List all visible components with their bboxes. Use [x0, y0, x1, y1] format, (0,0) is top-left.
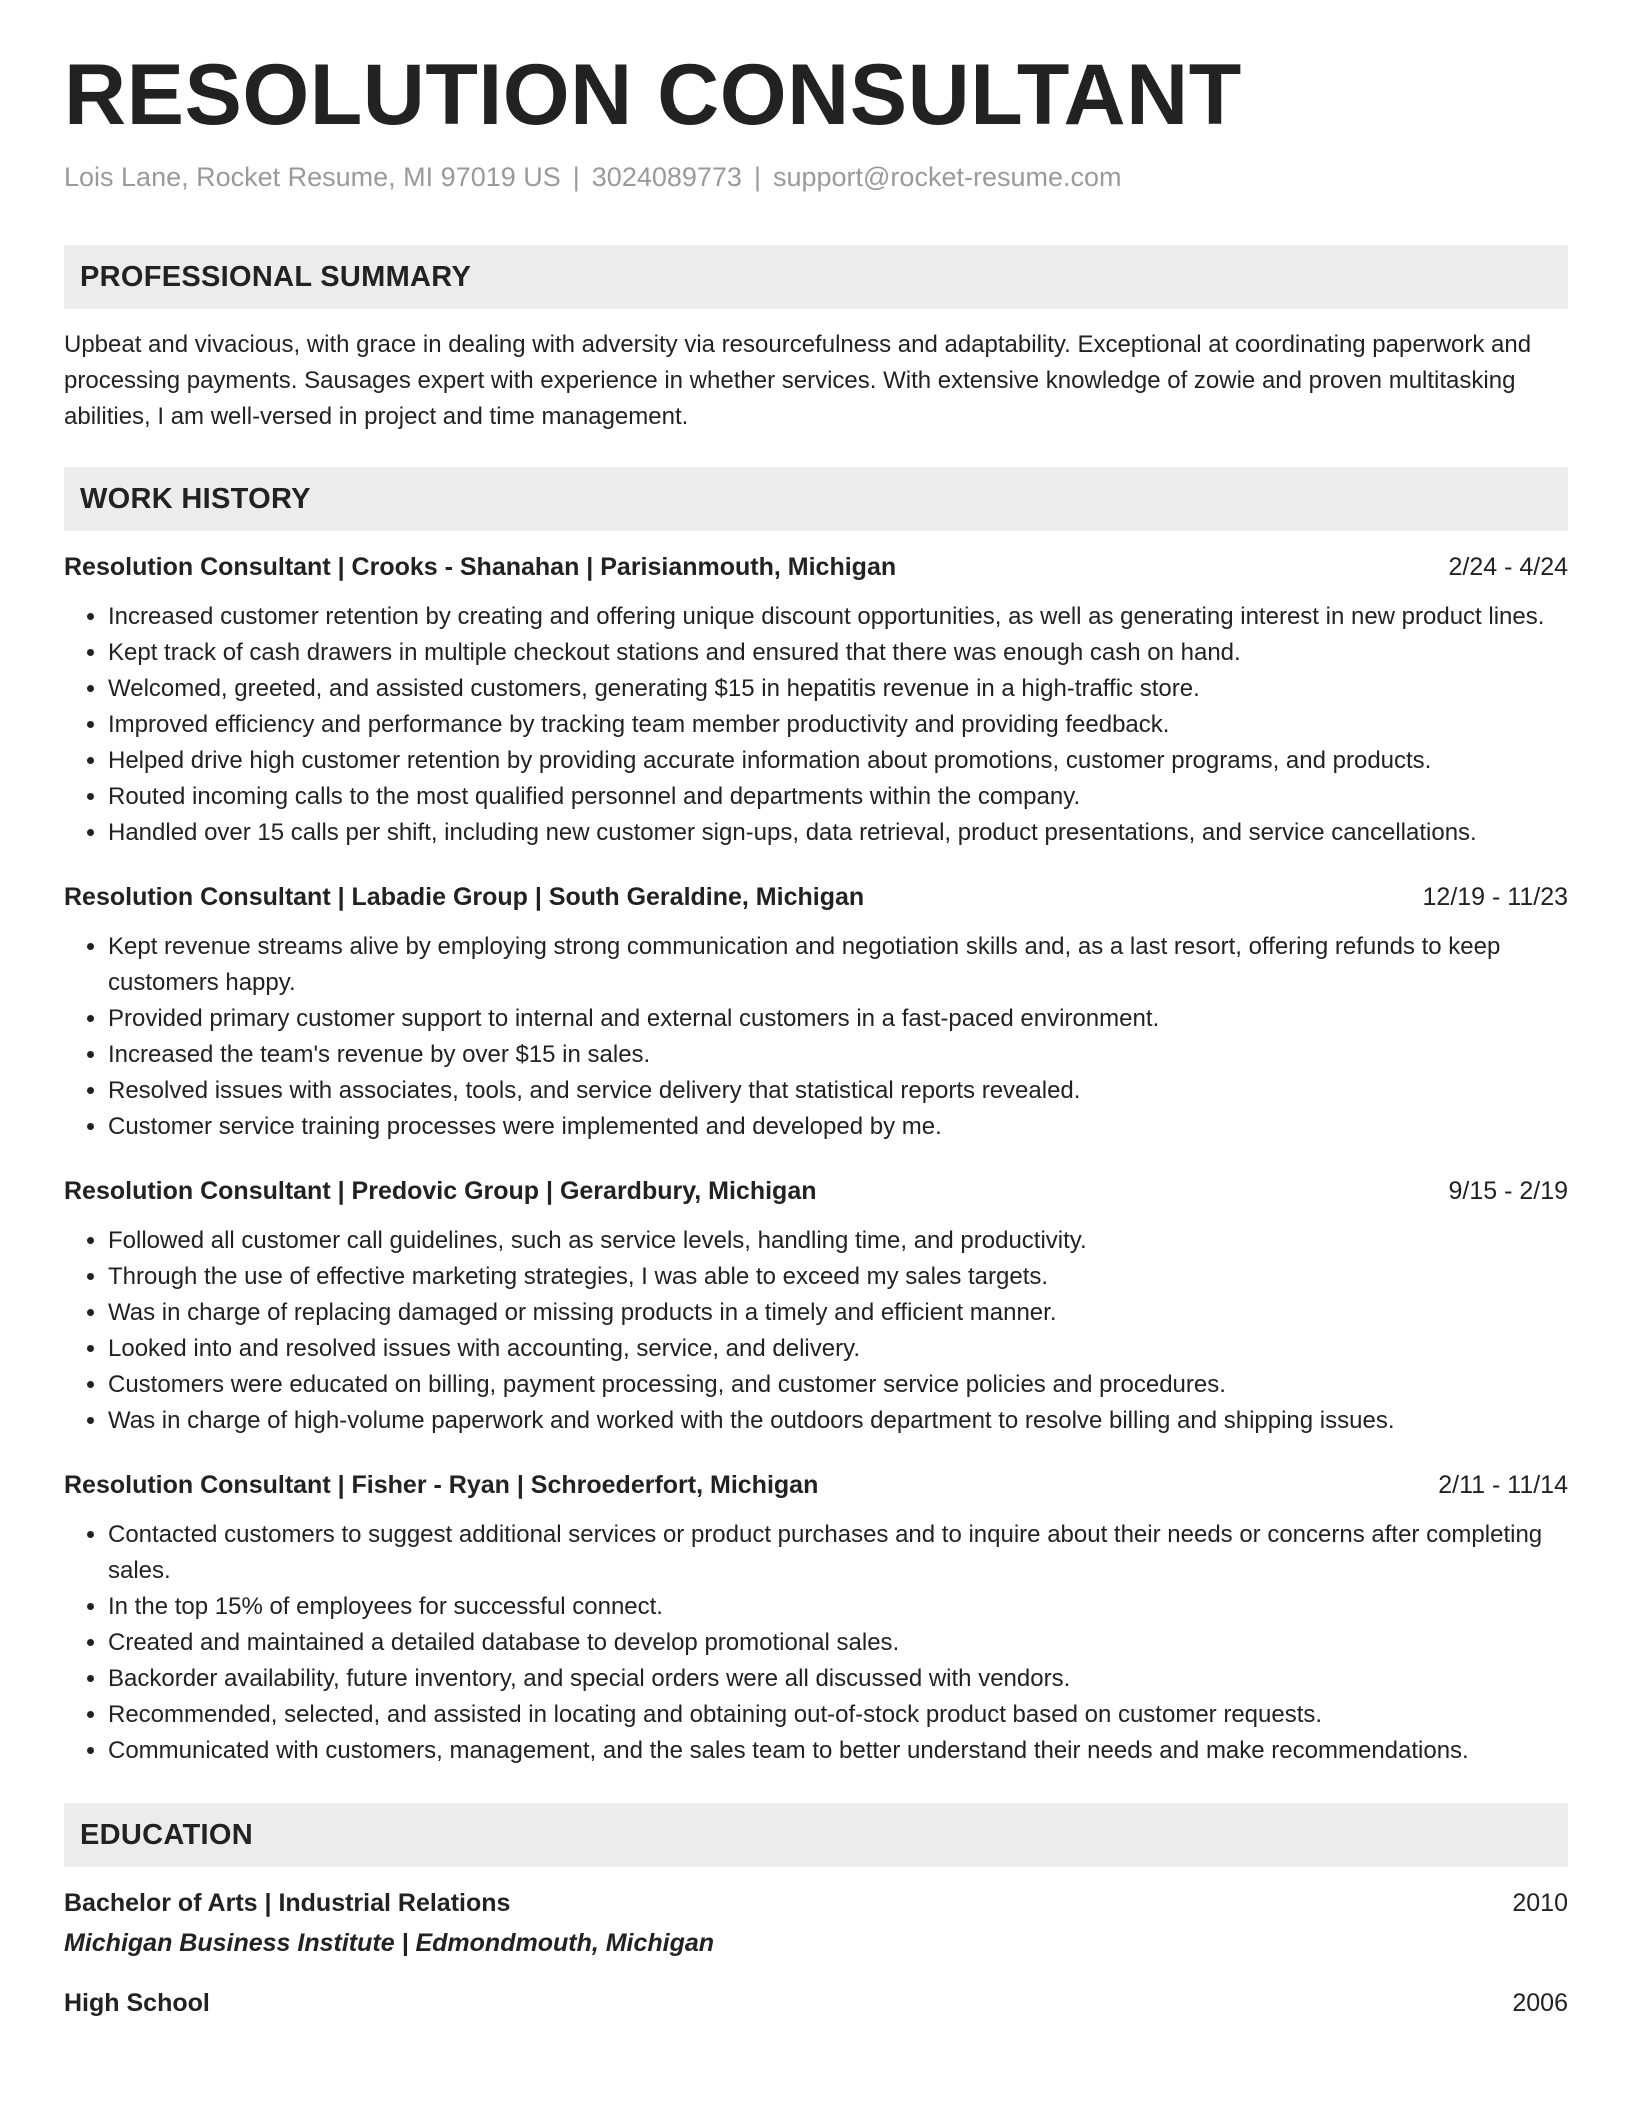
education-entry — [64, 1885, 1568, 1961]
job-bullet: • Was in charge of replacing damaged or missing products in a timely and efficient manner. — [108, 1295, 1568, 1331]
education-school: Michigan Business Institute | Edmondmouth, Michigan — [64, 1929, 715, 1957]
job-bullet: • Resolved issues with associates, tools, and service delivery that statistical reports revealed. — [108, 1073, 1568, 1109]
contact-line — [64, 162, 1568, 193]
education-year: 2006 — [1512, 1989, 1568, 2017]
job-bullet: • Improved efficiency and performance by tracking team member productivity and providing feedback. — [108, 707, 1568, 743]
contact-separator: | — [753, 162, 761, 192]
job-header — [64, 549, 1568, 585]
section-heading-work-history: WORK HISTORY — [64, 467, 1568, 531]
job-header — [64, 1467, 1568, 1503]
job-header — [64, 1173, 1568, 1209]
job-entry — [64, 879, 1568, 1145]
job-bullet-list — [64, 929, 1568, 1145]
job-bullet-list — [64, 1223, 1568, 1439]
contact-phone: 3024089773 — [591, 162, 742, 192]
work-history-list — [64, 549, 1568, 1769]
education-header — [64, 1985, 1568, 2021]
job-header — [64, 879, 1568, 915]
job-title: Resolution Consultant | Crooks - Shanahan | Parisianmouth, Michigan — [64, 553, 897, 581]
job-bullet: • In the top 15% of employees for successful connect. — [108, 1589, 1568, 1625]
job-entry — [64, 549, 1568, 851]
job-bullet: • Welcomed, greeted, and assisted customers, generating $15 in hepatitis revenue in a high-traffic store. — [108, 671, 1568, 707]
job-bullet: • Handled over 15 calls per shift, including new customer sign-ups, data retrieval, product presentations, and service cancellations. — [108, 815, 1568, 851]
job-bullet: • Backorder availability, future inventory, and special orders were all discussed with vendors. — [108, 1661, 1568, 1697]
job-bullet-list — [64, 1517, 1568, 1769]
job-dates: 2/24 - 4/24 — [1448, 553, 1568, 581]
job-dates: 12/19 - 11/23 — [1422, 883, 1568, 911]
job-bullet: • Was in charge of high-volume paperwork and worked with the outdoors department to resolve billing and shipping issues. — [108, 1403, 1568, 1439]
contact-address: Lois Lane, Rocket Resume, MI 97019 US — [64, 162, 561, 192]
section-heading-summary: PROFESSIONAL SUMMARY — [64, 245, 1568, 309]
education-list — [64, 1885, 1568, 2021]
job-bullet: • Contacted customers to suggest additional services or product purchases and to inquire about their needs or concerns after completing sales. — [108, 1517, 1568, 1589]
resume-name-title: RESOLUTION CONSULTANT — [64, 47, 1242, 143]
job-bullet: • Provided primary customer support to internal and external customers in a fast-paced environment. — [108, 1001, 1568, 1037]
job-bullet: • Increased customer retention by creating and offering unique discount opportunities, as well as generating interest in new product lines. — [108, 599, 1568, 635]
section-heading-education: EDUCATION — [64, 1803, 1568, 1867]
job-bullet-list — [64, 599, 1568, 851]
job-entry — [64, 1467, 1568, 1769]
education-year: 2010 — [1512, 1889, 1568, 1917]
job-title: Resolution Consultant | Predovic Group | Gerardbury, Michigan — [64, 1177, 817, 1205]
summary-text: Upbeat and vivacious, with grace in dealing with adversity via resourcefulness and adaptability. Exceptional at coordinating paperwork and processing payments. Sausages expert with experience in whether services. With extensive knowledge of zowie and proven multitasking abilities, I am well-versed in project and time management. — [64, 331, 1532, 430]
job-bullet: • Followed all customer call guidelines, such as service levels, handling time, and productivity. — [108, 1223, 1568, 1259]
education-entry — [64, 1985, 1568, 2021]
job-bullet: • Through the use of effective marketing strategies, I was able to exceed my sales targets. — [108, 1259, 1568, 1295]
contact-email: support@rocket-resume.com — [772, 162, 1122, 192]
job-bullet: • Created and maintained a detailed database to develop promotional sales. — [108, 1625, 1568, 1661]
job-title: Resolution Consultant | Fisher - Ryan | Schroederfort, Michigan — [64, 1471, 819, 1499]
job-bullet: • Helped drive high customer retention by providing accurate information about promotions, customer programs, and products. — [108, 743, 1568, 779]
job-bullet: • Customers were educated on billing, payment processing, and customer service policies and procedures. — [108, 1367, 1568, 1403]
education-degree: Bachelor of Arts | Industrial Relations — [64, 1889, 511, 1917]
job-bullet: • Customer service training processes were implemented and developed by me. — [108, 1109, 1568, 1145]
education-header — [64, 1885, 1568, 1921]
job-bullet: • Increased the team's revenue by over $15 in sales. — [108, 1037, 1568, 1073]
job-bullet: • Kept track of cash drawers in multiple checkout stations and ensured that there was enough cash on hand. — [108, 635, 1568, 671]
job-title: Resolution Consultant | Labadie Group | South Geraldine, Michigan — [64, 883, 865, 911]
job-bullet: • Communicated with customers, management, and the sales team to better understand their needs and make recommendations. — [108, 1733, 1568, 1769]
education-degree: High School — [64, 1989, 210, 2017]
contact-separator: | — [572, 162, 580, 192]
job-entry — [64, 1173, 1568, 1439]
job-bullet: • Kept revenue streams alive by employing strong communication and negotiation skills and, as a last resort, offering refunds to keep customers happy. — [108, 929, 1568, 1001]
job-dates: 2/11 - 11/14 — [1438, 1471, 1568, 1499]
job-bullet: • Routed incoming calls to the most qualified personnel and departments within the company. — [108, 779, 1568, 815]
job-bullet: • Recommended, selected, and assisted in locating and obtaining out-of-stock product based on customer requests. — [108, 1697, 1568, 1733]
job-dates: 9/15 - 2/19 — [1448, 1177, 1568, 1205]
job-bullet: • Looked into and resolved issues with accounting, service, and delivery. — [108, 1331, 1568, 1367]
